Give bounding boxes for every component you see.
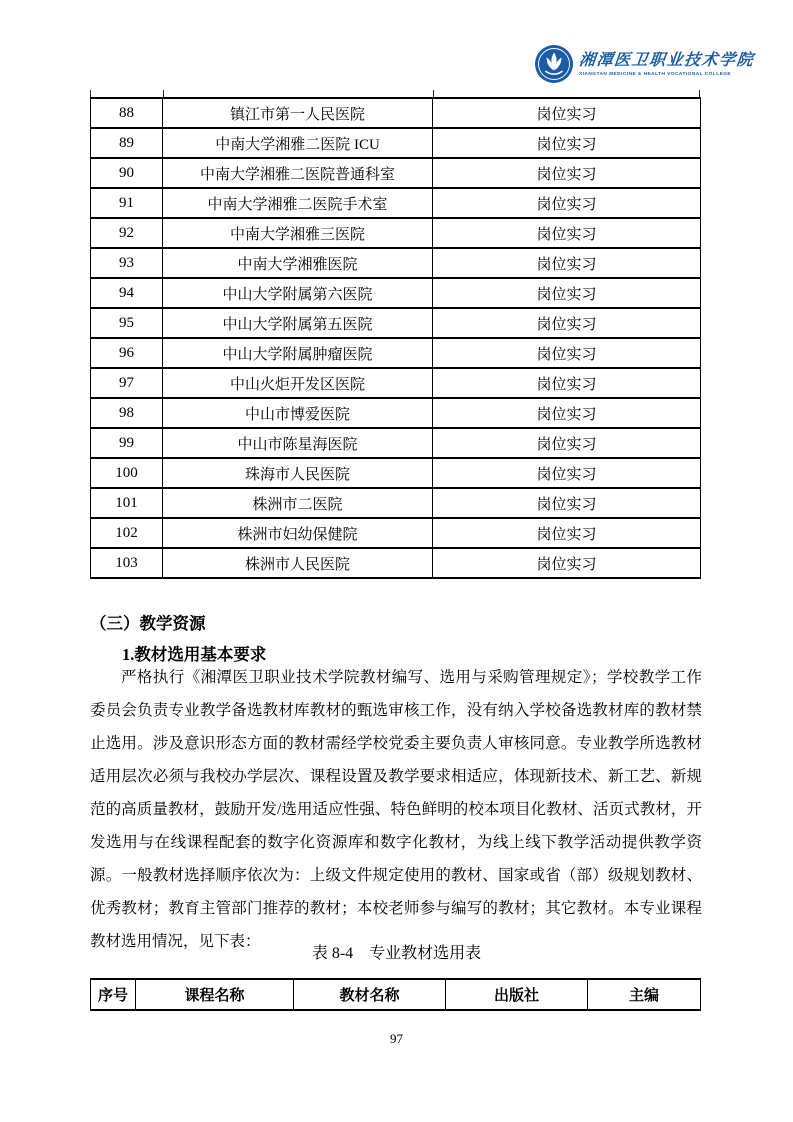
header-logo (534, 44, 754, 84)
table-row (91, 308, 701, 338)
internship-type: 岗位实习 (433, 338, 701, 368)
hospital-name: 中南大学湘雅三医院 (163, 218, 433, 248)
row-number: 90 (91, 158, 163, 188)
materials-table (90, 978, 701, 1011)
table-row (91, 398, 701, 428)
table-row (91, 278, 701, 308)
column-header: 序号 (91, 979, 136, 1010)
hospital-name: 中山大学附属肿瘤医院 (163, 338, 433, 368)
column-header: 出版社 (446, 979, 588, 1010)
internship-type: 岗位实习 (433, 248, 701, 278)
table-row (91, 218, 701, 248)
column-header: 教材名称 (294, 979, 446, 1010)
hospital-name: 中山市博爱医院 (163, 398, 433, 428)
internship-type: 岗位实习 (433, 428, 701, 458)
table-row (91, 338, 701, 368)
hospital-name: 株洲市妇幼保健院 (163, 518, 433, 548)
hospital-name: 中南大学湘雅医院 (163, 248, 433, 278)
row-number: 99 (91, 428, 163, 458)
internship-type: 岗位实习 (433, 308, 701, 338)
hospital-name: 中南大学湘雅二医院 ICU (163, 128, 433, 158)
table-caption: 表 8-4 专业教材选用表 (311, 945, 482, 962)
row-number: 100 (91, 458, 163, 488)
internship-type: 岗位实习 (433, 188, 701, 218)
internship-type: 岗位实习 (433, 518, 701, 548)
internship-type: 岗位实习 (433, 368, 701, 398)
college-name-cn: 湘潭医卫职业技术学院 (578, 51, 755, 69)
hospital-name: 中山大学附属第五医院 (163, 308, 433, 338)
internship-type: 岗位实习 (433, 218, 701, 248)
row-number: 94 (91, 278, 163, 308)
table-row (91, 368, 701, 398)
table-row (91, 548, 701, 578)
row-number: 93 (91, 248, 163, 278)
table-row (91, 518, 701, 548)
row-number: 92 (91, 218, 163, 248)
internship-type: 岗位实习 (433, 548, 701, 578)
column-header: 主编 (588, 979, 701, 1010)
row-number: 88 (91, 98, 163, 128)
table-pagebreak-border-stubs (90, 90, 700, 97)
internship-type: 岗位实习 (433, 458, 701, 488)
hospital-name: 中南大学湘雅二医院手术室 (163, 188, 433, 218)
internship-type: 岗位实习 (433, 398, 701, 428)
materials-header-row (91, 979, 701, 1010)
hospital-name: 株洲市人民医院 (163, 548, 433, 578)
hospital-name: 中山大学附属第六医院 (163, 278, 433, 308)
table-row (91, 128, 701, 158)
internship-table (90, 97, 701, 579)
row-number: 97 (91, 368, 163, 398)
table-row (91, 158, 701, 188)
table-row (91, 188, 701, 218)
hospital-name: 镇江市第一人民医院 (163, 98, 433, 128)
row-number: 103 (91, 548, 163, 578)
column-header: 课程名称 (136, 979, 294, 1010)
hospital-name: 中山市陈星海医院 (163, 428, 433, 458)
row-number: 102 (91, 518, 163, 548)
row-number: 89 (91, 128, 163, 158)
table-row (91, 488, 701, 518)
internship-type: 岗位实习 (433, 278, 701, 308)
hospital-name: 珠海市人民医院 (163, 458, 433, 488)
college-emblem-icon (534, 44, 574, 84)
row-number: 101 (91, 488, 163, 518)
college-name-block (579, 52, 754, 77)
internship-type: 岗位实习 (433, 488, 701, 518)
row-number: 98 (91, 398, 163, 428)
subsection-heading: 1.教材选用基本要求 (122, 645, 267, 664)
internship-type: 岗位实习 (433, 128, 701, 158)
section-heading: （三）教学资源 (90, 614, 206, 633)
internship-type: 岗位实习 (433, 158, 701, 188)
hospital-name: 株洲市二医院 (163, 488, 433, 518)
page-number: 97 (390, 1031, 403, 1046)
college-name-en: XIANGTAN MEDICINE & HEALTH VOCATIONAL COLLEGE (579, 71, 732, 77)
hospital-name: 中山火炬开发区医院 (163, 368, 433, 398)
table-row (91, 98, 701, 128)
hospital-name: 中南大学湘雅二医院普通科室 (163, 158, 433, 188)
row-number: 95 (91, 308, 163, 338)
table-row (91, 248, 701, 278)
internship-type: 岗位实习 (433, 98, 701, 128)
table-row (91, 458, 701, 488)
body-paragraph: 严格执行《湘潭医卫职业技术学院教材编写、选用与采购管理规定》；学校教学工作委员会负责专业教学备选教材库教材的甄选审核工作，没有纳入学校备选教材库的教材禁止选用。涉及意识形态方面的教材需经学校党委主要负责人审核同意。专业教学所选教材适用层次必须与我校办学层次、课程设置及教学要求相适应，体现新技术、新工艺、新规范的高质量教材，鼓励开发/选用适应性强、特色鲜明的校本项目化教材、活页式教材，开发选用与在线课程配套的数字化资源库和数字化教材，为线上线下教学活动提供教学资源。一般教材选择顺序依次为：上级文件规定使用的教材、国家或省（部）级规划教材、优秀教材；教育主管部门推荐的教材；本校老师参与编写的教材；其它教材。本专业课程教材选用情况，见下表： (90, 669, 702, 950)
table-row (91, 428, 701, 458)
internship-table-body (91, 98, 701, 578)
row-number: 96 (91, 338, 163, 368)
row-number: 91 (91, 188, 163, 218)
